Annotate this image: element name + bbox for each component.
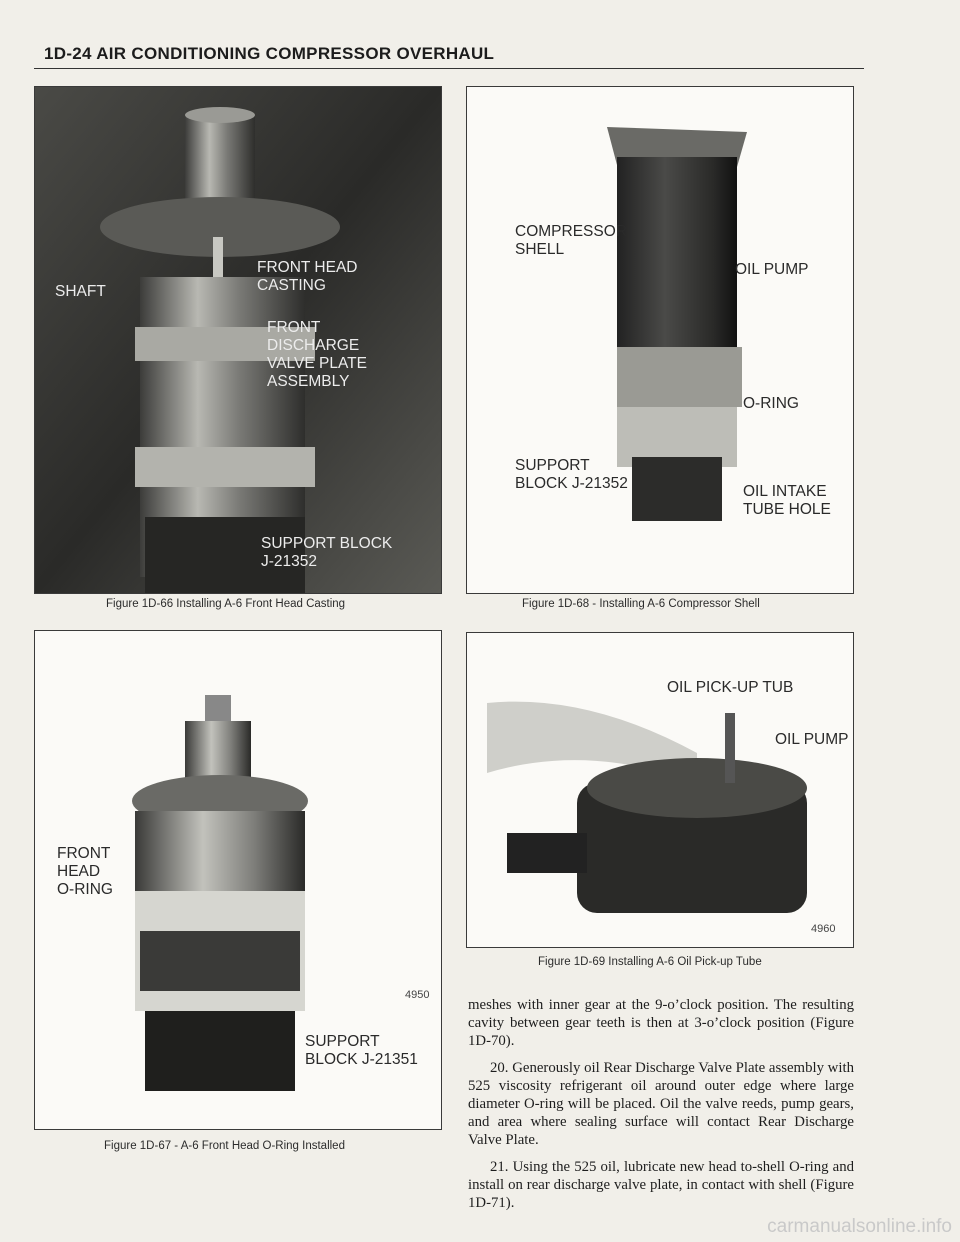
body-text xyxy=(468,996,854,1221)
figure-1d-68 xyxy=(466,86,854,594)
label-front-head-1: FRONT HEAD xyxy=(257,259,358,276)
figure-1d-67-number: 4950 xyxy=(405,989,430,1001)
label-support-block-1: SUPPORT xyxy=(305,1033,380,1050)
page-title: 1D-24 AIR CONDITIONING COMPRESSOR OVERHAUL xyxy=(44,44,495,63)
caption-figure-1d-66: Figure 1D-66 Installing A-6 Front Head Casting xyxy=(106,598,346,610)
label-support-block-1: SUPPORT xyxy=(515,457,590,474)
label-valve-2: DISCHARGE xyxy=(267,337,360,354)
label-oil-intake-2: TUBE HOLE xyxy=(743,501,831,518)
page-header xyxy=(34,44,864,69)
label-support-block-1: SUPPORT BLOCK xyxy=(261,535,393,552)
label-compressor-shell-2: SHELL xyxy=(515,241,565,258)
label-shaft: SHAFT xyxy=(55,283,106,300)
figure-1d-66-photo xyxy=(35,87,441,593)
label-front-head-oring-1: FRONT xyxy=(57,845,111,862)
figure-1d-69-number: 4960 xyxy=(811,923,836,935)
figure-1d-66 xyxy=(34,86,442,594)
label-valve-1: FRONT xyxy=(267,319,321,336)
label-support-block-2: J-21352 xyxy=(261,553,318,570)
paragraph-2: 20. Generously oil Rear Discharge Valve Plate assembly with 525 viscosity refrigerant oil around outer edge where large diameter O-ring will be placed. Oil the valve reeds, pump gears, and area where sealing surface will contact Rear Discharge Valve Plate. xyxy=(468,1060,854,1148)
label-front-head-oring-3: O-RING xyxy=(57,881,113,898)
figure-1d-67 xyxy=(34,630,442,1130)
label-valve-4: ASSEMBLY xyxy=(267,373,350,390)
figure-1d-69-photo xyxy=(467,633,853,947)
label-front-head-oring-2: HEAD xyxy=(57,863,101,880)
watermark: carmanualsonline.info xyxy=(767,1216,952,1237)
label-oil-pump: OIL PUMP xyxy=(775,731,849,748)
caption-figure-1d-69: Figure 1D-69 Installing A-6 Oil Pick-up Tube xyxy=(538,956,762,968)
label-support-block-2: BLOCK J-21351 xyxy=(305,1051,418,1068)
label-oil-pickup-tube: OIL PICK-UP TUB xyxy=(667,679,794,696)
label-valve-3: VALVE PLATE xyxy=(267,355,367,372)
paragraph-3: 21. Using the 525 oil, lubricate new head to-shell O-ring and install on rear discharge valve plate, in contact with shell (Figure 1D-71). xyxy=(468,1159,854,1211)
caption-figure-1d-67: Figure 1D-67 - A-6 Front Head O-Ring Installed xyxy=(104,1140,345,1152)
caption-figure-1d-68: Figure 1D-68 - Installing A-6 Compressor Shell xyxy=(522,598,760,610)
figure-1d-69 xyxy=(466,632,854,948)
label-o-ring: O-RING xyxy=(743,395,799,412)
label-front-head-2: CASTING xyxy=(257,277,326,294)
label-oil-intake-1: OIL INTAKE xyxy=(743,483,827,500)
paragraph-1: meshes with inner gear at the 9-o’clock position. The resulting cavity between gear teeth is then at 3-o’clock position (Figure 1D-70). xyxy=(468,997,854,1049)
label-oil-pump: OIL PUMP xyxy=(735,261,809,278)
label-compressor-shell-1: COMPRESSOR xyxy=(515,223,627,240)
label-support-block-2: BLOCK J-21352 xyxy=(515,475,628,492)
